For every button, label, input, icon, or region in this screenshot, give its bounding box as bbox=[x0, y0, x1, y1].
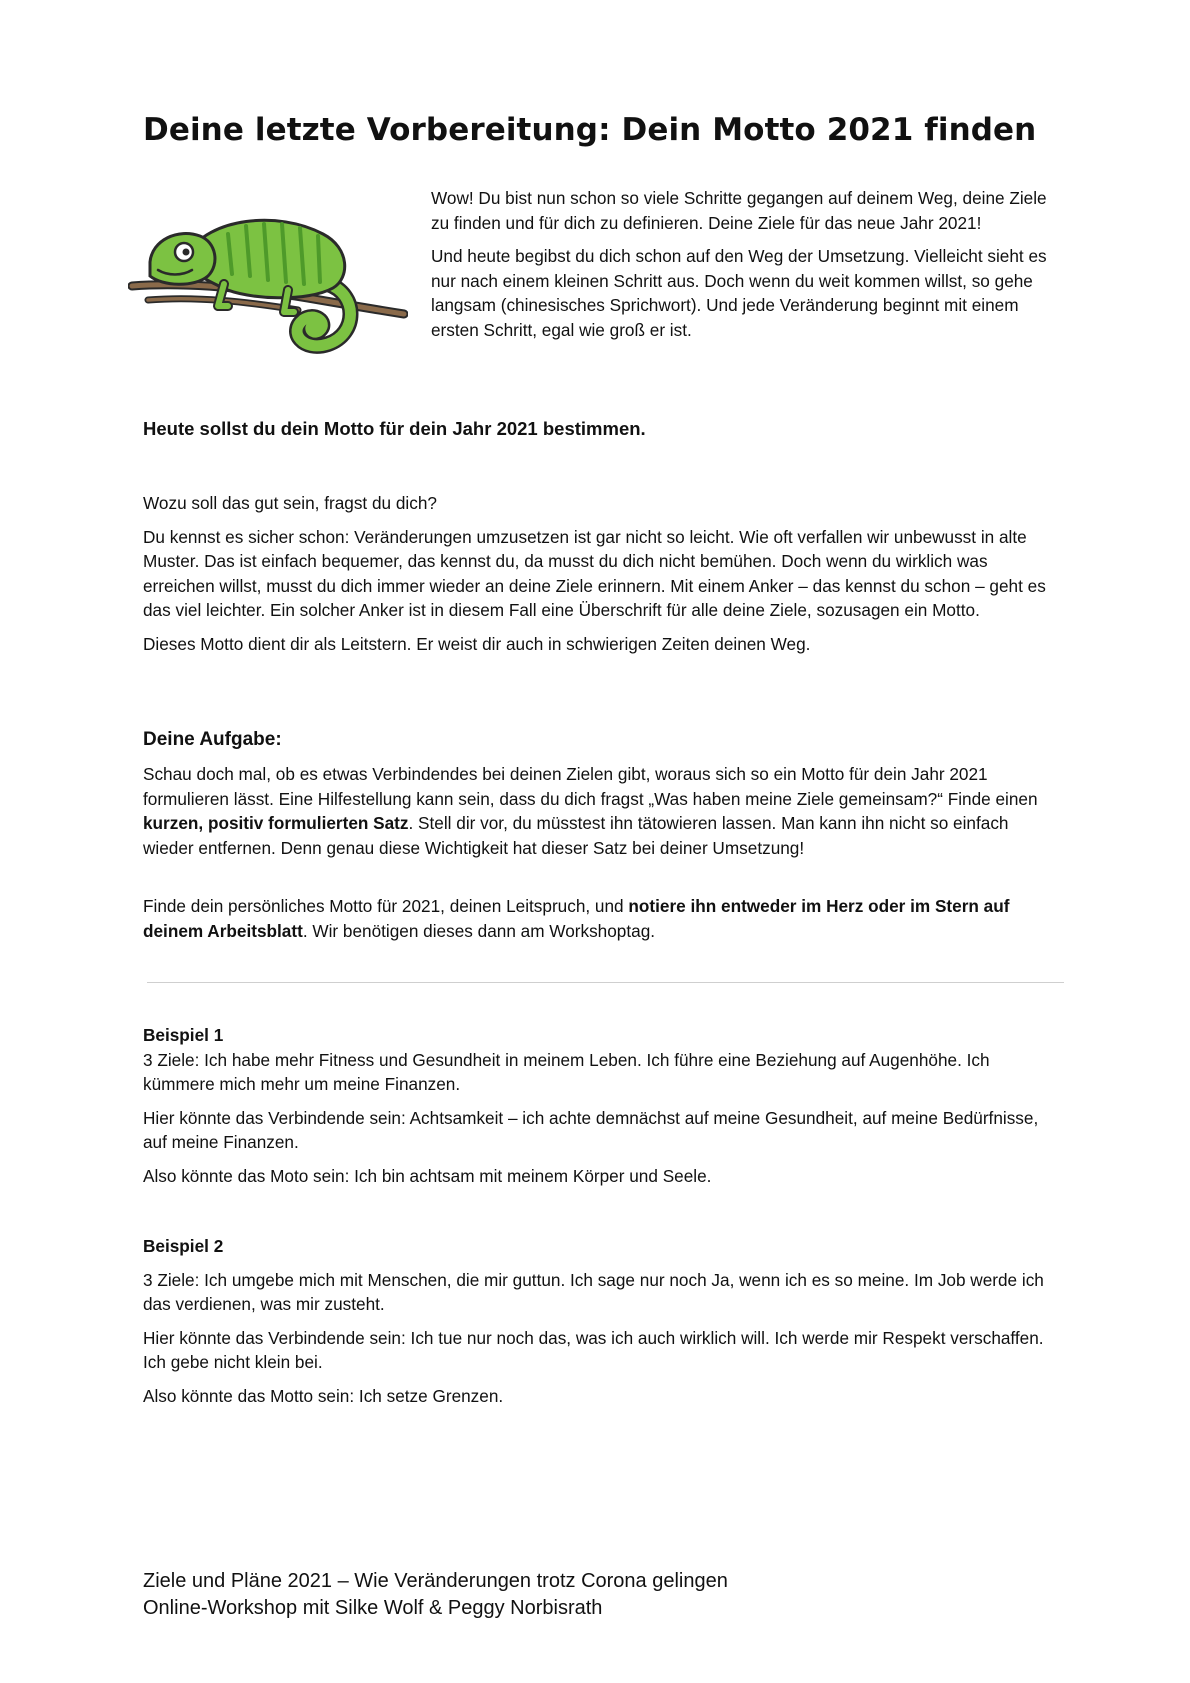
why-paragraph-1: Du kennst es sicher schon: Veränderungen umzusetzen ist gar nicht so leicht. Wie oft verfallen wir unbewusst in alte Muster. Das ist einfach bequemer, das kennst du, da musst du dich nicht bemühen. Doch wenn du wirklich was erreichen willst, musst du dich immer wieder an deine Ziele erinnern. Mit einem Anker – das kennst du schon – geht es das viel leichter. Ein solcher Anker ist in diesem Fall eine Überschrift für alle deine Ziele, sozusagen ein Motto. bbox=[143, 526, 1046, 620]
example-1-link: Hier könnte das Verbindende sein: Achtsamkeit – ich achte demnächst auf meine Gesundheit, auf meine Bedürfnisse, auf meine Finanzen. bbox=[143, 1107, 1039, 1152]
example-1 bbox=[143, 1023, 1063, 1197]
intro-text bbox=[431, 186, 1061, 351]
example-2-goals: 3 Ziele: Ich umgebe mich mit Menschen, die mir guttun. Ich sage nur noch Ja, wenn ich es so meine. Im Job werde ich das verdienen, was mir zusteht. bbox=[143, 1269, 1044, 1314]
example-2-link: Hier könnte das Verbindende sein: Ich tue nur noch das, was ich auch wirklich will. Ich werde mir Respekt verschaffen. Ich gebe nicht klein bei. bbox=[143, 1327, 1044, 1372]
page-footer bbox=[143, 1568, 728, 1622]
page-title: Deine letzte Vorbereitung: Dein Motto 2021 finden bbox=[143, 112, 1037, 148]
task-paragraph-2: Finde dein persönliches Motto für 2021, deinen Leitspruch, und notiere ihn entweder im Herz oder im Stern auf deinem Arbeitsblatt. Wir benötigen dieses dann am Workshoptag. bbox=[143, 896, 1010, 941]
intro-paragraph-1: Wow! Du bist nun schon so viele Schritte gegangen auf deinem Weg, deine Ziele zu finden und für dich zu definieren. Deine Ziele für das neue Jahr 2021! bbox=[431, 188, 1047, 233]
heading-today: Heute sollst du dein Motto für dein Jahr 2021 bestimmen. bbox=[143, 418, 646, 439]
example-1-heading: Beispiel 1 bbox=[143, 1025, 224, 1045]
example-2-motto: Also könnte das Motto sein: Ich setze Grenzen. bbox=[143, 1385, 504, 1406]
task-section bbox=[143, 762, 1063, 869]
intro-paragraph-2: Und heute begibst du dich schon auf den Weg der Umsetzung. Vielleicht sieht es nur nach einem kleinen Schritt aus. Doch wenn du weit kommen willst, so gehe langsam (chinesisches Sprichwort). Und jede Veränderung beginnt mit einem ersten Schritt, egal wie groß er ist. bbox=[431, 246, 1047, 340]
footer-line-2: Online-Workshop mit Silke Wolf & Peggy Norbisrath bbox=[143, 1597, 603, 1619]
chameleon-icon bbox=[128, 214, 408, 374]
example-1-motto: Also könnte das Moto sein: Ich bin achtsam mit meinem Körper und Seele. bbox=[143, 1165, 712, 1186]
example-1-goals: 3 Ziele: Ich habe mehr Fitness und Gesundheit in meinem Leben. Ich führe eine Beziehung auf Augenhöhe. Ich kümmere mich mehr um meine Finanzen. bbox=[143, 1049, 990, 1094]
why-paragraph-2: Dieses Motto dient dir als Leitstern. Er weist dir auch in schwierigen Zeiten deinen Weg. bbox=[143, 633, 811, 654]
task-paragraph-1: Schau doch mal, ob es etwas Verbindendes bei deinen Zielen gibt, woraus sich so ein Motto für dein Jahr 2021 formulieren lässt. Eine Hilfestellung kann sein, dass du dich fragst „Was haben meine Ziele gemeinsam?“ Finde einen kurzen, positiv formulierten Satz. Stell dir vor, du müsstest ihn tätowieren lassen. Man kann ihn nicht so einfach wieder entfernen. Denn genau diese Wichtigkeit hat dieser Satz bei deiner Umsetzung! bbox=[143, 764, 1038, 858]
task-heading: Deine Aufgabe: bbox=[143, 729, 282, 750]
why-section bbox=[143, 491, 1063, 665]
why-question: Wozu soll das gut sein, fragst du dich? bbox=[143, 493, 437, 513]
task-section-2 bbox=[143, 894, 1063, 952]
example-2 bbox=[143, 1234, 1063, 1417]
footer-line-1: Ziele und Pläne 2021 – Wie Veränderungen trotz Corona gelingen bbox=[143, 1570, 728, 1592]
section-divider bbox=[147, 982, 1064, 983]
example-2-heading: Beispiel 2 bbox=[143, 1236, 224, 1256]
